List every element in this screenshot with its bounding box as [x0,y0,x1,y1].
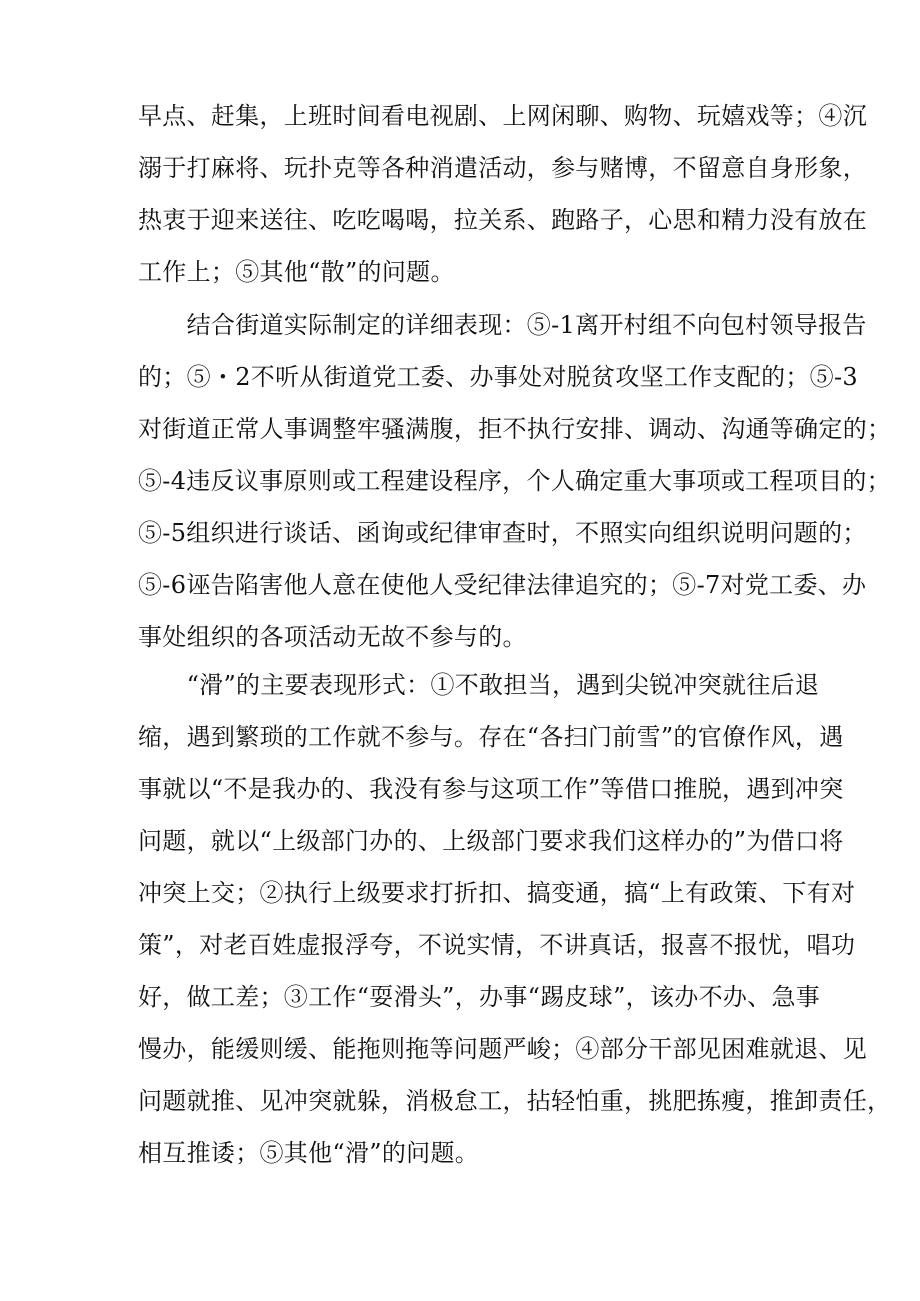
text-line: 对街道正常人事调整牢骚满腹，拒不执行安排、调动、沟通等确定的； [138,415,892,443]
text-line: 慢办，能缓则缓、能拖则拖等问题严峻；④部分干部见困难就退、见 [138,1035,867,1063]
text-line: 工作上；⑤其他“散”的问题。 [138,258,455,286]
text-line: 问题就推、见冲突就躲，消极怠工，拈轻怕重，挑肥拣瘦，推卸责任， [138,1087,892,1115]
text-line: 事处组织的各项活动无故不参与的。 [138,623,527,651]
text-line: 问题，就以“上级部门办的、上级部门要求我们这样办的”为借口将 [138,827,844,855]
text-line: 策”，对老百姓虚报浮夸，不说实情，不讲真话，报喜不报忧，唱功 [138,931,856,959]
text-line: ⑤-4违反议事原则或工程建设程序，个人确定重大事项或工程项目的； [138,467,891,495]
text-line: ⑤-6诬告陷害他人意在使他人受纪律法律追究的；⑤-7对党工委、办 [138,571,867,599]
text-line: 相互推诿；⑤其他“滑”的问题。 [138,1139,480,1167]
text-line: ⑤-5组织进行谈话、函询或纪律审查时，不照实向组织说明问题的； [138,519,867,547]
text-line: 早点、赶集，上班时间看电视剧、上网闲聊、购物、玩嬉戏等；④沉 [138,102,867,130]
paragraph-san-continuation [138,90,867,298]
text-line: 好，做工差；③工作“耍滑头”，办事“踢皮球”，该办不办、急事 [138,983,821,1011]
text-line: 结合街道实际制定的详细表现：⑤-1离开村组不向包村领导报告 [138,311,867,339]
text-line: 冲突上交；②执行上级要求打折扣、搞变通，搞“上有政策、下有对 [138,879,856,907]
text-line: 溺于打麻将、玩扑克等各种消遣活动，参与赌博，不留意自身形象， [138,154,867,182]
paragraph-hua-forms [138,659,892,1179]
text-line: 热衷于迎来送往、吃吃喝喝，拉关系、跑路子，心思和精力没有放在 [138,206,867,234]
text-line: 事就以“不是我办的、我没有参与这项工作”等借口推脱，遇到冲突 [138,775,844,803]
text-line: 的；⑤・2不听从街道党工委、办事处对脱贫攻坚工作支配的；⑤-3 [138,363,858,391]
paragraph-street-details [138,299,892,663]
text-line: 缩，遇到繁琐的工作就不参与。存在“各扫门前雪”的官僚作风，遇 [138,723,844,751]
text-line: “滑”的主要表现形式：①不敢担当，遇到尖锐冲突就往后退 [138,671,820,699]
